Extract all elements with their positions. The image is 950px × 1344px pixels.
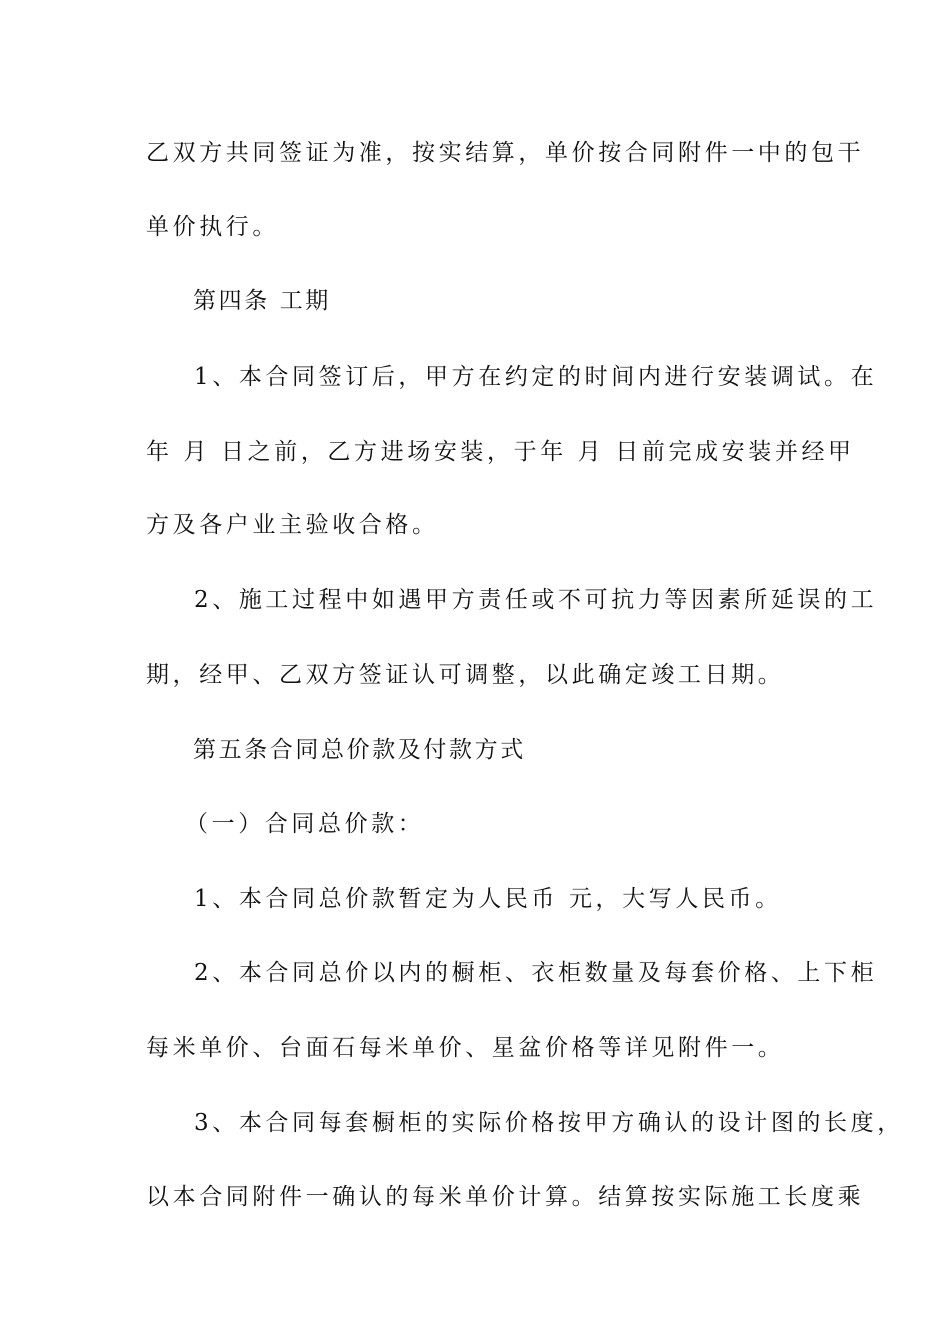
- paragraph-line-4: 1、本合同签订后，甲方在约定的时间内进行安装调试。在: [194, 364, 878, 390]
- paragraph-line-11: 1、本合同总价款暂定为人民币 元，大写人民币。: [194, 886, 782, 912]
- paragraph-line-15: 以本合同附件一确认的每米单价计算。结算按实际施工长度乘: [146, 1184, 865, 1210]
- paragraph-line-6: 方及各户业主验收合格。: [146, 512, 439, 538]
- paragraph-line-14: 3、本合同每套橱柜的实际价格按甲方确认的设计图的长度，: [194, 1110, 904, 1136]
- paragraph-line-13: 每米单价、台面石每米单价、星盆价格等详见附件一。: [146, 1035, 785, 1061]
- paragraph-line-2: 单价执行。: [146, 214, 279, 240]
- subsection-heading: （一）合同总价款：: [185, 811, 425, 837]
- section-heading-article-5: 第五条合同总价款及付款方式: [193, 737, 526, 763]
- section-heading-article-4: 第四条 工期: [193, 288, 331, 314]
- paragraph-line-8: 期，经甲、乙双方签证认可调整，以此确定竣工日期。: [146, 662, 785, 688]
- paragraph-line-5: 年 月 日之前，乙方进场安装，于年 月 日前完成安装并经甲: [146, 439, 855, 465]
- paragraph-line-1: 乙双方共同签证为准，按实结算，单价按合同附件一中的包干: [146, 140, 865, 166]
- paragraph-line-7: 2、施工过程中如遇甲方责任或不可抗力等因素所延误的工: [194, 587, 878, 613]
- paragraph-line-12: 2、本合同总价以内的橱柜、衣柜数量及每套价格、上下柜: [194, 960, 878, 986]
